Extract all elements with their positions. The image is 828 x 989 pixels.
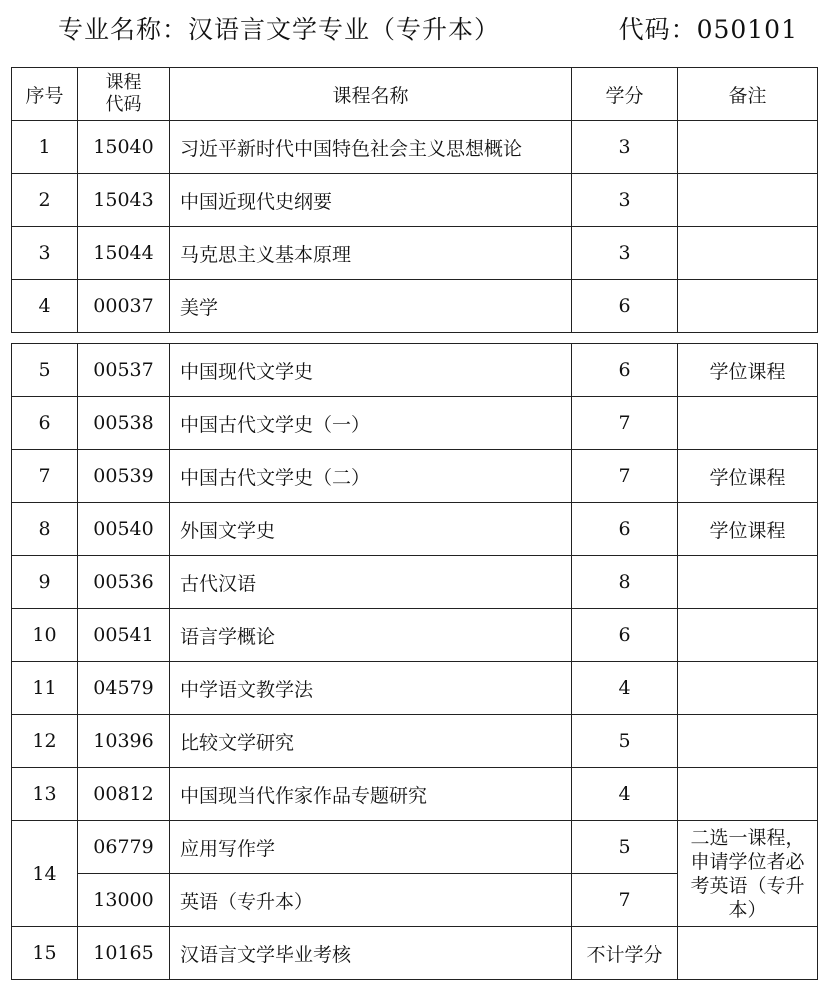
- cell-name: 英语（专升本）: [170, 874, 572, 927]
- cell-seq: 7: [12, 450, 78, 503]
- page-heading: [58, 10, 798, 50]
- cell-name: 中学语文教学法: [170, 662, 572, 715]
- major-code: 代码：050101: [618, 15, 798, 44]
- header-course-code-line2: 代码: [105, 94, 142, 115]
- table-row-elective: [12, 821, 818, 874]
- cell-seq: 1: [12, 121, 78, 174]
- cell-name: 语言学概论: [170, 609, 572, 662]
- table-row: [12, 121, 818, 174]
- cell-note: 学位课程: [678, 503, 818, 556]
- cell-seq: 11: [12, 662, 78, 715]
- table-row: [12, 397, 818, 450]
- cell-code: 00536: [78, 556, 170, 609]
- cell-note-elective: 二选一课程，申请学位者必考英语（专升本）: [678, 821, 818, 927]
- table-row: [12, 280, 818, 333]
- cell-note: 学位课程: [678, 344, 818, 397]
- cell-code: 15043: [78, 174, 170, 227]
- cell-credit: 7: [572, 450, 678, 503]
- cell-code: 00812: [78, 768, 170, 821]
- cell-credit: 5: [572, 715, 678, 768]
- cell-credit: 3: [572, 174, 678, 227]
- table-row: [12, 715, 818, 768]
- cell-name: 美学: [170, 280, 572, 333]
- cell-code: 00538: [78, 397, 170, 450]
- cell-note: [678, 121, 818, 174]
- cell-name: 中国古代文学史（一）: [170, 397, 572, 450]
- cell-credit: 3: [572, 227, 678, 280]
- cell-code: 06779: [78, 821, 170, 874]
- cell-code: 10165: [78, 927, 170, 980]
- cell-credit: 8: [572, 556, 678, 609]
- table-row: [12, 662, 818, 715]
- cell-note: [678, 768, 818, 821]
- table-row: [12, 450, 818, 503]
- cell-credit: 7: [572, 397, 678, 450]
- cell-credit: 6: [572, 503, 678, 556]
- cell-note: [678, 609, 818, 662]
- cell-note: [678, 280, 818, 333]
- cell-seq: 15: [12, 927, 78, 980]
- cell-code: 00541: [78, 609, 170, 662]
- cell-name: 中国近现代史纲要: [170, 174, 572, 227]
- cell-credit: 4: [572, 768, 678, 821]
- table-row: [12, 927, 818, 980]
- table-row: [12, 556, 818, 609]
- table-row: [12, 609, 818, 662]
- cell-note: [678, 397, 818, 450]
- cell-credit: 不计学分: [572, 927, 678, 980]
- course-table-public: [11, 67, 818, 333]
- cell-seq: 10: [12, 609, 78, 662]
- cell-seq: 12: [12, 715, 78, 768]
- cell-seq: 13: [12, 768, 78, 821]
- cell-note: [678, 556, 818, 609]
- cell-note: [678, 227, 818, 280]
- cell-seq: 9: [12, 556, 78, 609]
- cell-name: 习近平新时代中国特色社会主义思想概论: [170, 121, 572, 174]
- cell-credit: 5: [572, 821, 678, 874]
- cell-name: 汉语言文学毕业考核: [170, 927, 572, 980]
- cell-name: 应用写作学: [170, 821, 572, 874]
- cell-note: [678, 927, 818, 980]
- cell-code: 10396: [78, 715, 170, 768]
- cell-code: 13000: [78, 874, 170, 927]
- cell-seq: 3: [12, 227, 78, 280]
- cell-credit: 6: [572, 344, 678, 397]
- table-row: [12, 174, 818, 227]
- cell-seq: 5: [12, 344, 78, 397]
- cell-seq: 8: [12, 503, 78, 556]
- header-note: 备注: [678, 68, 818, 121]
- table-row: [12, 503, 818, 556]
- cell-name: 中国古代文学史（二）: [170, 450, 572, 503]
- cell-code: 15044: [78, 227, 170, 280]
- cell-seq: 14: [12, 821, 78, 927]
- header-course-code-line1: 课程: [105, 72, 142, 93]
- table-row: [12, 344, 818, 397]
- table-row: [12, 227, 818, 280]
- cell-note: [678, 662, 818, 715]
- cell-code: 00540: [78, 503, 170, 556]
- cell-credit: 6: [572, 280, 678, 333]
- cell-credit: 6: [572, 609, 678, 662]
- cell-credit: 7: [572, 874, 678, 927]
- cell-code: 04579: [78, 662, 170, 715]
- cell-code: 15040: [78, 121, 170, 174]
- cell-name: 马克思主义基本原理: [170, 227, 572, 280]
- table-header-row: [12, 68, 818, 121]
- cell-credit: 4: [572, 662, 678, 715]
- header-course-code: [78, 68, 170, 121]
- cell-name: 比较文学研究: [170, 715, 572, 768]
- header-seq: 序号: [12, 68, 78, 121]
- cell-code: 00539: [78, 450, 170, 503]
- table-row: [12, 768, 818, 821]
- cell-note: [678, 715, 818, 768]
- cell-seq: 4: [12, 280, 78, 333]
- cell-seq: 2: [12, 174, 78, 227]
- cell-code: 00037: [78, 280, 170, 333]
- cell-note: 学位课程: [678, 450, 818, 503]
- cell-code: 00537: [78, 344, 170, 397]
- major-name: 专业名称：汉语言文学专业（专升本）: [58, 15, 501, 44]
- cell-credit: 3: [572, 121, 678, 174]
- cell-note: [678, 174, 818, 227]
- cell-name: 外国文学史: [170, 503, 572, 556]
- cell-name: 中国现代文学史: [170, 344, 572, 397]
- header-course-name: 课程名称: [170, 68, 572, 121]
- cell-name: 中国现当代作家作品专题研究: [170, 768, 572, 821]
- cell-seq: 6: [12, 397, 78, 450]
- cell-name: 古代汉语: [170, 556, 572, 609]
- header-credit: 学分: [572, 68, 678, 121]
- course-table-major: [11, 343, 818, 980]
